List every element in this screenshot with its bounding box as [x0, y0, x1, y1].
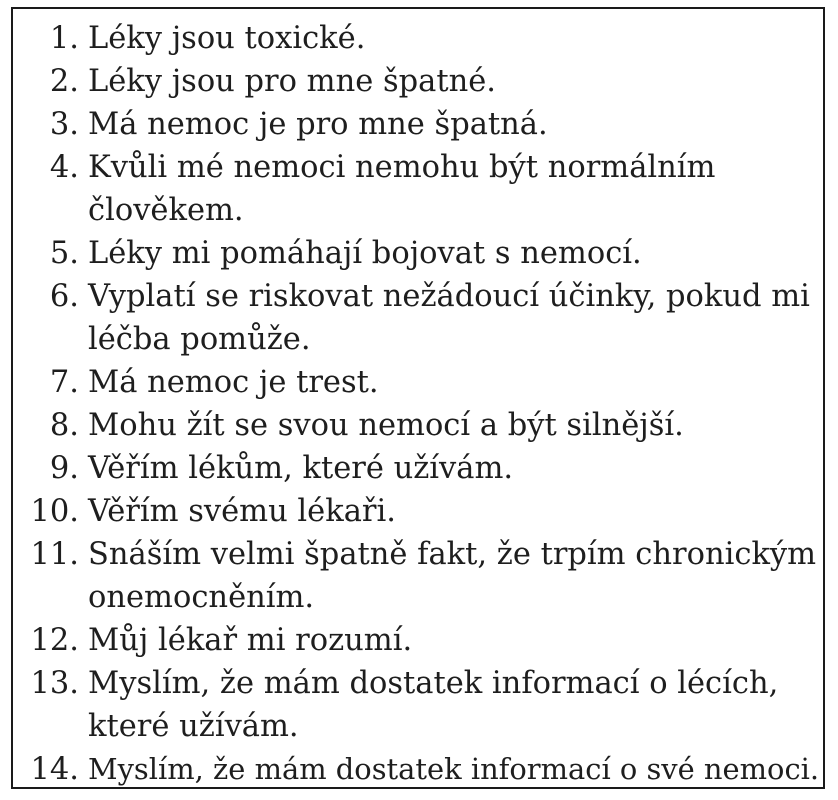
item-text: Můj lékař mi rozumí. [88, 623, 413, 658]
item-text: Mohu žít se svou nemocí a být silnější. [88, 408, 684, 443]
item-text: Snáším velmi špatně fakt, že trpím chronickým [88, 537, 817, 572]
item-text: člověkem. [88, 193, 244, 228]
item-text: Má nemoc je pro mne špatná. [88, 107, 548, 142]
item-number: 14. [30, 752, 79, 787]
item-number: 4. [49, 150, 79, 185]
item-number: 10. [30, 494, 79, 529]
item-number: 11. [30, 537, 79, 572]
item-text: onemocněním. [88, 580, 315, 615]
item-number: 12. [30, 623, 79, 658]
item-number: 3. [49, 107, 79, 142]
item-number: 7. [49, 365, 79, 400]
item-text: léčba pomůže. [88, 322, 311, 357]
item-number: 2. [49, 64, 79, 99]
item-number: 9. [49, 451, 79, 486]
item-text: které užívám. [88, 709, 299, 744]
item-number: 6. [49, 279, 79, 314]
item-text: Má nemoc je trest. [88, 365, 379, 400]
item-number: 13. [30, 666, 79, 701]
statement-list-box [11, 7, 825, 789]
item-number: 8. [49, 408, 79, 443]
item-text: Léky mi pomáhají bojovat s nemocí. [88, 236, 642, 271]
item-text: Myslím, že mám dostatek informací o své nemoci. [88, 752, 820, 786]
item-number: 5. [49, 236, 79, 271]
item-text: Vyplatí se riskovat nežádoucí účinky, pokud mi [88, 279, 810, 314]
item-text: Kvůli mé nemoci nemohu být normálním [88, 150, 716, 185]
item-text: Věřím svému lékaři. [88, 494, 396, 529]
item-text: Myslím, že mám dostatek informací o lécích, [88, 666, 779, 701]
item-text: Léky jsou pro mne špatné. [88, 64, 496, 99]
item-text: Léky jsou toxické. [88, 21, 366, 56]
item-number: 1. [49, 21, 79, 56]
item-text: Věřím lékům, které užívám. [88, 451, 514, 486]
